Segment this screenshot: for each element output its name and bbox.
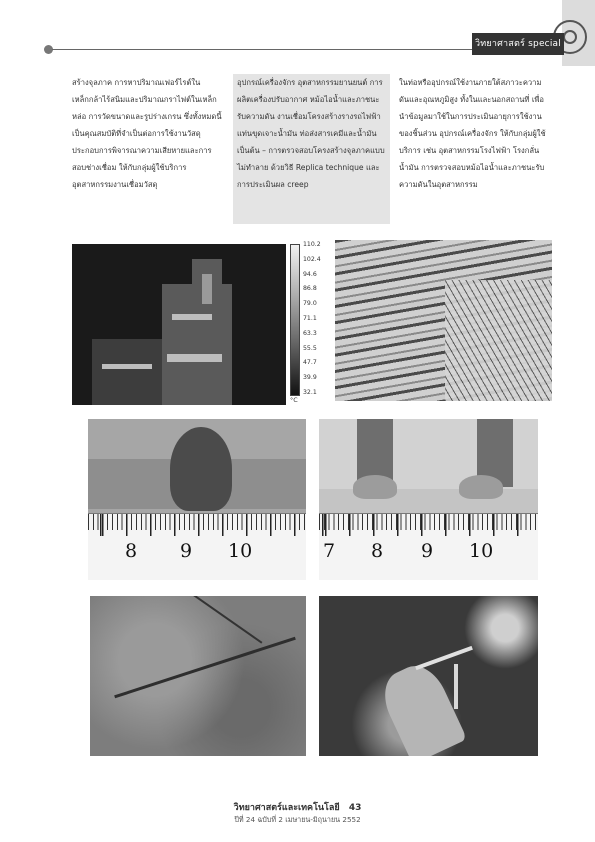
footer-issue: ปีที่ 24 ฉบับที่ 2 เมษายน-มิถุนายน 2552 [234,815,361,824]
ruler-right [319,513,538,580]
article-column-2: อุปกรณ์เครื่องจักร อุตสาหกรรมยานยนต์ การผลิตเครื่องปรับอากาศ หม้อไอน้ำและภาชนะรับความดัน งานเชื่อมโครงสร้างรางรถไฟฟ้า แท่นขุดเจาะน้ำมัน ท่อส่งสารเคมีและน้ำมัน เป็นต้น – การตรวจสอบโครงสร้างจุลภาคแบบไม่ทำลาย ด้วยวิธี Replica technique และการประเมินผล creep [233,74,390,224]
article-column-3: ในท่อหรืออุปกรณ์ใช้งานภายใต้สภาวะความดันและอุณหภูมิสูง ทั้งในและนอกสถานที่ เพื่อนำข้อมูลมาใช้ในการประเมินอายุการใช้งานของชิ้นส่วน อุปกรณ์เครื่องจักร ให้กับกลุ่มผู้ใช้บริการ เช่น อุตสาหกรรมโรงไฟฟ้า โรงกลั่นน้ำมัน การตรวจสอบหม้อไอน้ำและภาชนะรับความดันในอุตสาหกรรม [399,78,546,189]
temperature-tick-label: 94.6 [303,270,317,278]
ruler-number: 9 [421,540,434,562]
header-rule [52,49,472,50]
ruler-number: 7 [323,540,336,562]
ruler-number: 8 [371,540,384,562]
temperature-tick-label: 110.2 [303,241,321,248]
microstructure-photo [335,240,552,401]
weld-specimen-photo-right [319,419,538,580]
temperature-tick-label: 55.5 [303,344,317,352]
ruler-number: 9 [180,540,193,562]
weld-specimen-photo-left [88,419,306,580]
ruler-number: 8 [125,540,138,562]
ruler-number: 10 [228,540,253,562]
thermal-image-photo [72,244,286,405]
temperature-scale [290,241,324,405]
magazine-name: วิทยาศาสตร์และเทคโนโลยี [233,803,340,813]
temperature-tick-label: 102.4 [303,255,321,263]
temperature-tick-label: 32.1 [303,389,317,396]
temperature-unit: °C [290,396,298,404]
footer-magazine-line [0,800,595,814]
temperature-tick-label: 47.7 [303,359,317,367]
surface-crack-photo [90,596,306,756]
temperature-tick-label: 39.9 [303,374,317,382]
temperature-tick-label: 86.8 [303,285,317,293]
page-number: 43 [348,803,362,813]
temperature-gradient-bar [290,244,300,396]
temperature-tick-label: 79.0 [303,300,317,308]
section-label: วิทยาศาสตร์ special scoop [472,33,564,55]
ruler-left [88,513,306,580]
ruler-number: 10 [469,540,494,562]
temperature-tick-label: 71.1 [303,315,317,322]
article-column-1: สร้างจุลภาค การหาปริมาณเฟอร์ไรต์ในเหล็กกล้าไร้สนิมและปริมาณกราไฟต์ในเหล็กหล่อ การวัดขนาดและรูปร่างเกรน ซึ่งทั้งหมดนี้เป็นคุณสมบัติที่จำเป็นต่อการใช้งานวัสดุ ประกอบการพิจารณาความเสียหายและการสอบช่างเชื่อม ให้กับกลุ่มผู้ใช้บริการอุตสาหกรรมงานเชื่อมวัสดุ [72,78,222,189]
temperature-tick-label: 63.3 [303,329,317,337]
field-inspection-photo [319,596,538,756]
